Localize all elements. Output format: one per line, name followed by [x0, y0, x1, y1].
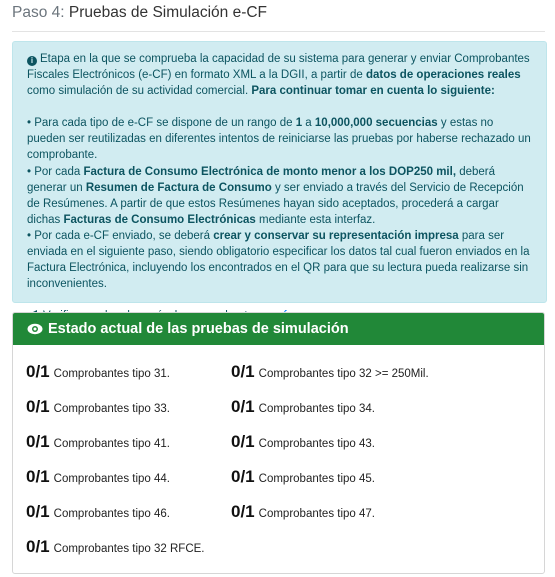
bullet-3-bold: crear y conservar su representación impresa — [213, 229, 459, 242]
status-item — [26, 432, 170, 452]
status-count: 0/1 — [231, 432, 255, 451]
info-intro-bold-2: Para continuar tomar en cuenta lo siguiente: — [251, 85, 495, 98]
eye-icon — [27, 315, 43, 347]
bullet-1-text-2: a — [302, 117, 315, 130]
info-intro — [27, 51, 532, 99]
status-count: 0/1 — [231, 502, 255, 521]
status-item — [26, 362, 170, 382]
panel-title: Estado actual de las pruebas de simulación — [48, 321, 349, 337]
bullet-2-bold-2: Resumen de Factura de Consumo — [85, 181, 272, 194]
bullet-1-bold-2: 10,000,000 secuencias — [314, 117, 438, 130]
info-alert — [12, 41, 547, 303]
status-label: Comprobantes tipo 44. — [53, 473, 170, 485]
status-item — [231, 502, 375, 522]
bullet-1-text-3: y estas no pueden ser reutilizadas en diferentes intentos de reiniciarse las pruebas por haberse rechazado un comprobante. — [27, 117, 531, 162]
title-divider — [12, 31, 545, 32]
bullet-2-text-2: deberá generar un — [27, 165, 496, 194]
info-intro-bold: datos de operaciones reales — [365, 69, 521, 82]
info-icon: i — [27, 56, 37, 66]
bullet-1-text: • Para cada tipo de e-CF se dispone de un rango de — [27, 117, 296, 130]
status-label: Comprobantes tipo 32 RFCE. — [53, 543, 205, 555]
status-count: 0/1 — [26, 467, 50, 486]
status-label: Comprobantes tipo 46. — [53, 508, 170, 520]
status-count: 0/1 — [26, 502, 50, 521]
status-label: Comprobantes tipo 45. — [258, 473, 375, 485]
status-item — [26, 467, 170, 487]
info-intro-text: Etapa en la que se comprueba la capacidad de su sistema para generar y enviar Comprobantes Fiscales Electrónicos (e-CF) en formato XML a la DGII, a partir de — [27, 53, 530, 82]
bullet-2-text: • Por cada — [27, 165, 84, 178]
status-label: Comprobantes tipo 32 >= 250Mil. — [258, 368, 429, 380]
bullet-3-text-2: para ser enviada en el siguiente paso, siendo obligatorio especificar los datos tal cual fueron enviados en la Factura Electrónica, incluyendo los encontrados en el QR para que su lectura pueda realizarse sin inconvenientes. — [27, 229, 530, 291]
bullet-3-text: • Por cada e-CF enviado, se deberá — [27, 229, 214, 242]
status-label: Comprobantes tipo 34. — [258, 403, 375, 415]
status-item — [231, 432, 375, 452]
bullet-1-bold: 1 — [295, 117, 303, 130]
status-item — [231, 362, 429, 382]
status-item — [231, 467, 375, 487]
status-item — [26, 502, 170, 522]
panel-header — [13, 313, 544, 345]
info-bullet-2 — [27, 164, 532, 228]
status-item — [26, 397, 170, 417]
info-intro-text-2: como simulación de su actividad comercial. — [27, 85, 252, 98]
status-count: 0/1 — [26, 397, 50, 416]
status-item — [26, 537, 205, 557]
status-count: 0/1 — [231, 467, 255, 486]
status-label: Comprobantes tipo 41. — [53, 438, 170, 450]
bullet-2-bold: Factura de Consumo Electrónica de monto menor a los DOP250 mil, — [83, 165, 457, 178]
step-title — [12, 4, 267, 22]
bullet-2-bold-3: Facturas de Consumo Electrónicas — [63, 213, 256, 226]
bullet-2-text-4: mediante esta interfaz. — [255, 213, 376, 226]
step-name: Pruebas de Simulación e-CF — [68, 4, 268, 21]
info-bullet-1 — [27, 115, 532, 163]
status-label: Comprobantes tipo 31. — [53, 368, 170, 380]
info-bullet-3 — [27, 228, 532, 292]
status-item — [231, 397, 375, 417]
status-count: 0/1 — [26, 362, 50, 381]
status-label: Comprobantes tipo 43. — [258, 438, 375, 450]
status-count: 0/1 — [26, 537, 50, 556]
step-prefix: Paso 4: — [12, 4, 65, 21]
status-count: 0/1 — [231, 362, 255, 381]
status-count: 0/1 — [231, 397, 255, 416]
bullet-2-text-3: y ser enviado a través del Servicio de Recepción de Resúmenes. A partir de que estos Resúmenes hayan sido aceptados, procederá a cargar dichas — [27, 181, 524, 226]
simulation-status-panel — [12, 312, 545, 574]
status-label: Comprobantes tipo 47. — [258, 508, 375, 520]
status-label: Comprobantes tipo 33. — [53, 403, 170, 415]
status-count: 0/1 — [26, 432, 50, 451]
